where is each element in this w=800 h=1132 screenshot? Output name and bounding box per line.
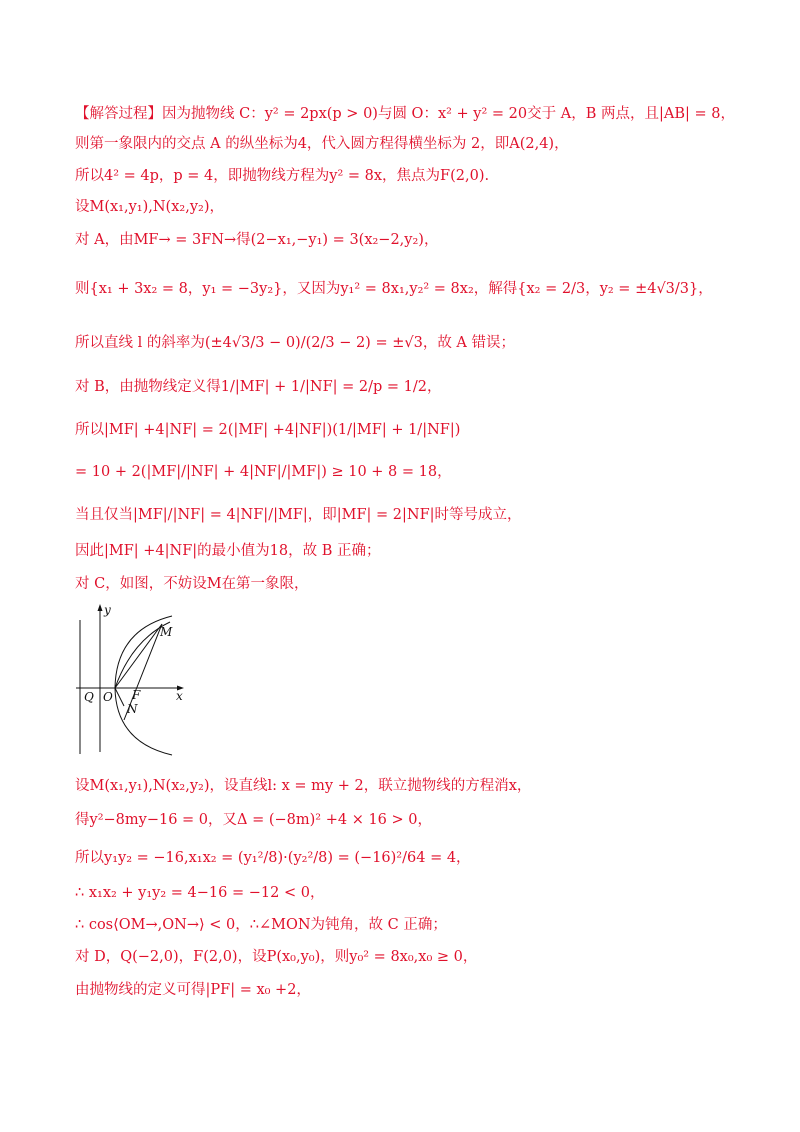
text-line-20: 由抛物线的定义可得|PF| = x₀ +2， — [75, 982, 311, 998]
text-line-13: 对 C，如图，不妨设M在第一象限， — [75, 576, 309, 592]
text-line-15: 得y²−8my−16 = 0，又Δ = (−8m)² +4 × 16 > 0， — [75, 812, 432, 828]
text-line-7: 所以直线 l 的斜率为(±4√3/3 − 0)/(2/3 − 2) = ±√3，故 A 错误； — [75, 335, 516, 351]
label-N: N — [127, 702, 138, 716]
label-O: O — [103, 690, 113, 704]
text-line-4: 设M(x₁,y₁),N(x₂,y₂)， — [75, 199, 224, 215]
text-line-9: 所以|MF| +4|NF| = 2(|MF| +4|NF|)(1/|MF| + 1/|NF|) — [75, 422, 461, 438]
text-line-17: ∴ x₁x₂ + y₁y₂ = 4−16 = −12 < 0， — [75, 885, 325, 901]
segment-OM — [115, 624, 162, 688]
text-line-19: 对 D，Q(−2,0)，F(2,0)，设P(x₀,y₀)，则y₀² = 8x₀,x₀ ≥ 0， — [75, 949, 478, 965]
text-line-12: 因此|MF| +4|NF|的最小值为18，故 B 正确； — [75, 543, 381, 559]
text-line-14: 设M(x₁,y₁),N(x₂,y₂)，设直线l: x = my + 2，联立抛物线的方程消x， — [75, 778, 532, 794]
label-x: x — [176, 689, 183, 703]
label-M: M — [160, 625, 173, 639]
text-line-18: ∴ cos⟨OM→,ON→⟩ < 0，∴∠MON为钝角，故 C 正确； — [75, 917, 447, 933]
parabola-figure — [72, 600, 190, 758]
label-F: F — [132, 688, 141, 702]
text-line-8: 对 B，由抛物线定义得1/|MF| + 1/|NF| = 2/p = 1/2， — [75, 379, 442, 395]
text-line-3: 所以4² = 4p，p = 4，即抛物线方程为y² = 8x，焦点为F(2,0). — [75, 168, 490, 184]
text-line-10: = 10 + 2(|MF|/|NF| + 4|NF|/|MF|) ≥ 10 + 8 = 18， — [75, 464, 452, 480]
text-line-6: 则{x₁ + 3x₂ = 8，y₁ = −3y₂}，又因为y₁² = 8x₁,y₂² = 8x₂，解得{x₂ = 2/3，y₂ = ±4√3/3}， — [75, 281, 713, 297]
text-line-2: 则第一象限内的交点 A 的纵坐标为4，代入圆方程得横坐标为 2，即A(2,4)， — [75, 136, 569, 152]
label-y: y — [104, 603, 111, 617]
text-line-5: 对 A，由MF→ = 3FN→得(2−x₁,−y₁) = 3(x₂−2,y₂)， — [75, 232, 439, 248]
y-axis-arrow — [98, 604, 103, 611]
label-Q: Q — [84, 690, 94, 704]
text-line-16: 所以y₁y₂ = −16,x₁x₂ = (y₁²/8)·(y₂²/8) = (−16)²/64 = 4， — [75, 850, 471, 866]
text-line-1: 【解答过程】因为抛物线 C：y² = 2px(p > 0)与圆 O：x² + y² = 20交于 A，B 两点，且|AB| = 8， — [75, 106, 735, 122]
text-line-11: 当且仅当|MF|/|NF| = 4|NF|/|MF|，即|MF| = 2|NF|时等号成立， — [75, 507, 522, 523]
